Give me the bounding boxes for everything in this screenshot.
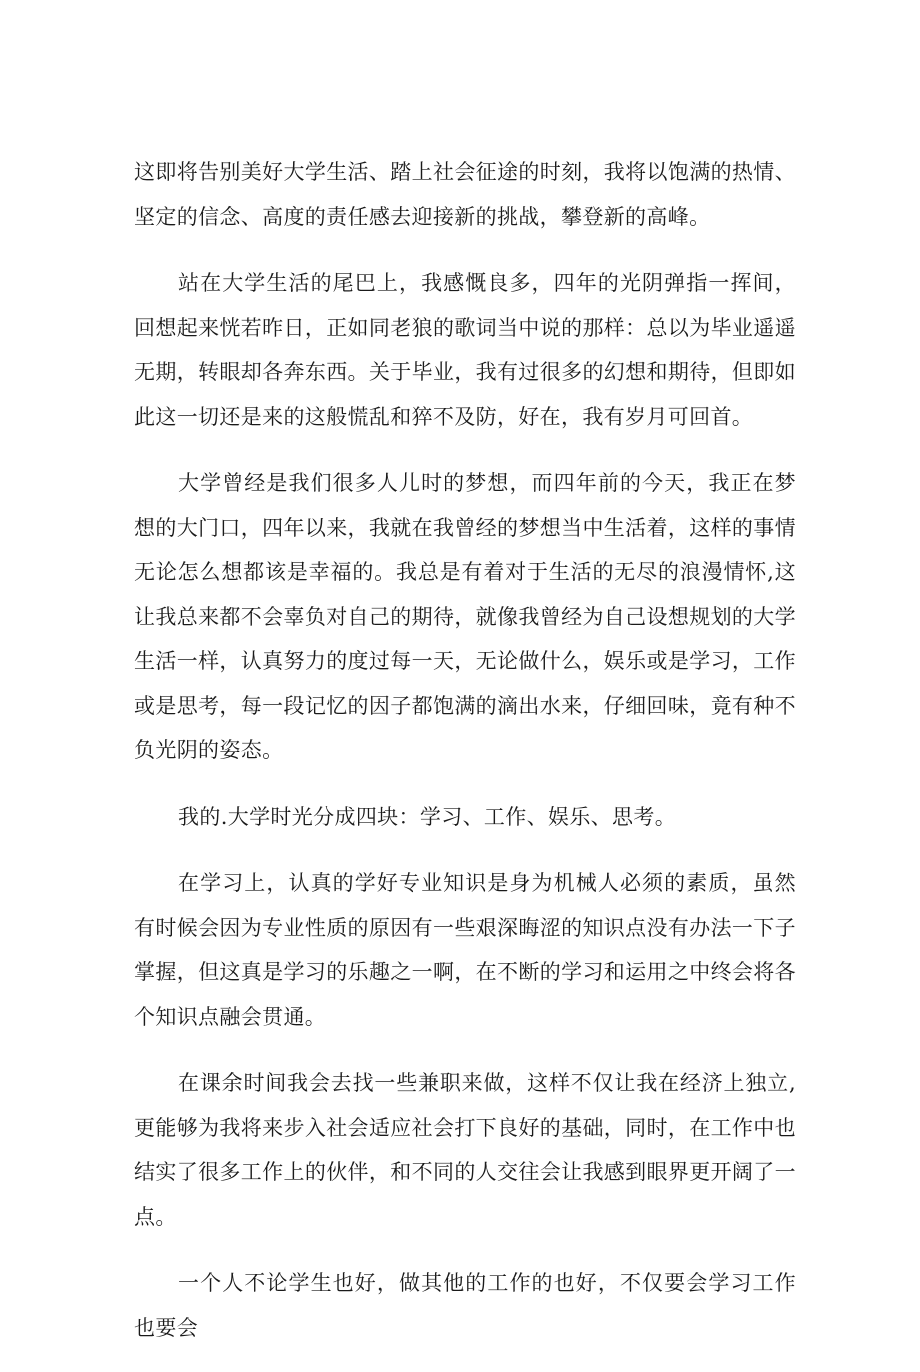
document-page [134,150,796,1372]
paragraph-6: 在课余时间我会去找一些兼职来做，这样不仅让我在经济上独立,更能够为我将来步入社会适应社会打下良好的基础，同时，在工作中也结实了很多工作上的伙伴，和不同的人交往会让我感到眼界更开阔了一点。 [134,1071,796,1229]
paragraph-7: 一个人不论学生也好，做其他的工作的也好，不仅要会学习工作也要会 [134,1271,796,1340]
paragraph-1: 这即将告别美好大学生活、踏上社会征途的时刻，我将以饱满的热情、坚定的信念、高度的责任感去迎接新的挑战，攀登新的高峰。 [134,160,796,229]
paragraph-2: 站在大学生活的尾巴上，我感慨良多，四年的光阴弹指一挥间，回想起来恍若昨日，正如同老狼的歌词当中说的那样：总以为毕业遥遥无期，转眼却各奔东西。关于毕业，我有过很多的幻想和期待，但即如此这一切还是来的这般慌乱和猝不及防，好在，我有岁月可回首。 [134,271,796,429]
paragraph-3: 大学曾经是我们很多人儿时的梦想，而四年前的今天，我正在梦想的大门口，四年以来，我就在我曾经的梦想当中生活着，这样的事情无论怎么想都该是幸福的。我总是有着对于生活的无尽的浪漫情怀,这让我总来都不会辜负对自己的期待，就像我曾经为自己设想规划的大学生活一样，认真努力的度过每一天，无论做什么，娱乐或是学习，工作或是思考，每一段记忆的因子都饱满的滴出水来，仔细回味，竟有种不负光阴的姿态。 [134,471,796,762]
paragraph-5: 在学习上，认真的学好专业知识是身为机械人必须的素质，虽然有时候会因为专业性质的原因有一些艰深晦涩的知识点没有办法一下子掌握，但这真是学习的乐趣之一啊，在不断的学习和运用之中终会将各个知识点融会贯通。 [134,871,796,1029]
paragraph-4: 我的.大学时光分成四块：学习、工作、娱乐、思考。 [178,804,677,829]
